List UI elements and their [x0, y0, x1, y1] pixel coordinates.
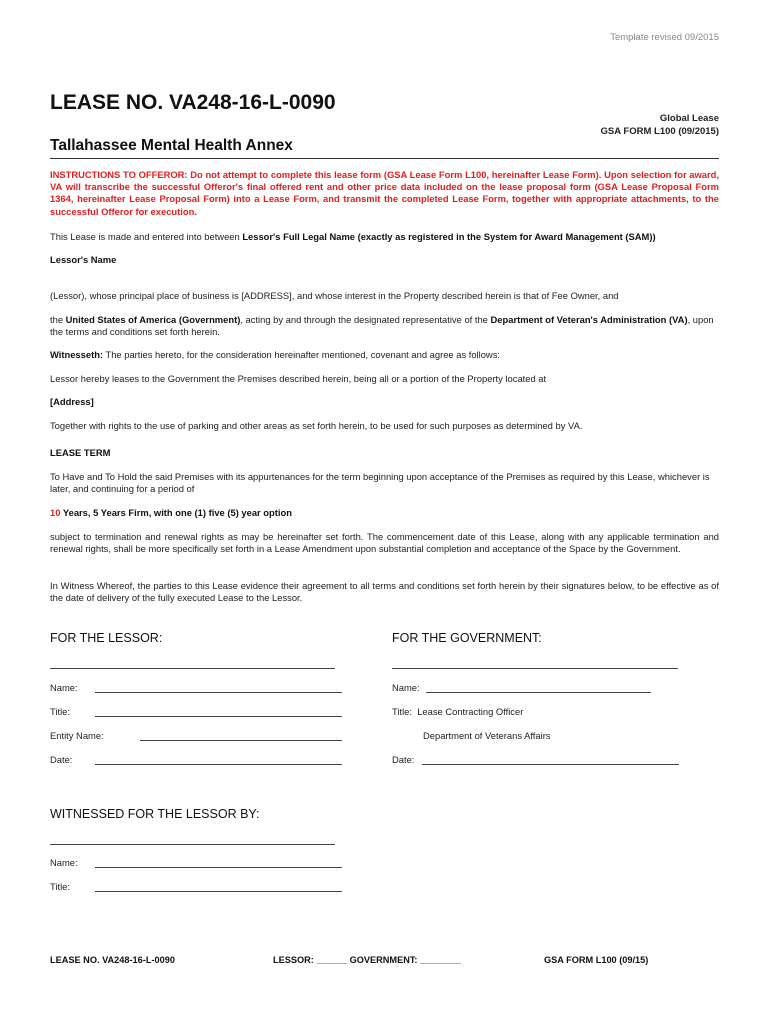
commencement-paragraph: subject to termination and renewal rights as may be hereinafter set forth. The commencement date of this Lease, along with any applicable termination and renewal rights, shall be more specifically set forth in a Lease Amendment upon substantial completion and acceptance of the Space by the Government.: [50, 531, 719, 555]
lessor-address-paragraph: (Lessor), whose principal place of business is [ADDRESS], and whose interest in the Property described herein is that of Fee Owner, and: [50, 290, 619, 301]
premises-paragraph: Lessor hereby leases to the Government the Premises described herein, being all or a portion of the Property located at: [50, 373, 547, 384]
lessor-legal-name-placeholder: Lessor's Full Legal Name (exactly as registered in the System for Award Management (SAM)): [242, 231, 656, 242]
witness-whereof-paragraph: In Witness Whereof, the parties to this Lease evidence their agreement to all terms and conditions set forth herein by their signatures below, to be effective as of the date of delivery of the fully executed Lease to the Lessor.: [50, 580, 719, 604]
witness-title-label: Title:: [50, 881, 70, 892]
instructions-to-offeror: INSTRUCTIONS TO OFFEROR: Do not attempt to complete this lease form (GSA Lease Form L100, hereinafter Lease Form). Upon selection for award, VA will transcribe the successful Offeror's final offered rent and other price data included on the lease proposal form (GSA Lease Proposal Form 1364, hereinafter Lease Proposal Form) into a Lease Form, and transmit the completed Lease Form, together with appropriate attachments, to the successful Offeror for execution.: [50, 169, 719, 217]
lessor-title-field[interactable]: [95, 716, 342, 717]
lessor-title-label: Title:: [50, 706, 70, 717]
parking-paragraph: Together with rights to the use of parking and other areas as set forth herein, to be used for such purposes as determined by VA.: [50, 420, 583, 431]
template-revised: Template revised 09/2015: [610, 32, 719, 43]
gsa-form-label: GSA FORM L100 (09/2015): [600, 126, 719, 137]
form-identifier: [601, 112, 719, 138]
witnesseth-paragraph: Witnesseth: The parties hereto, for the consideration hereinafter mentioned, covenant and agree as follows:: [50, 349, 500, 360]
government-name-label: Name:: [392, 682, 420, 693]
term-paragraph: To Have and To Hold the said Premises with its appurtenances for the term beginning upon acceptance of the Premises as required by this Lease, whichever is later, and continuing for a period of: [50, 471, 710, 495]
government-name-field[interactable]: [426, 692, 651, 693]
witness-name-field[interactable]: [95, 867, 342, 868]
address-placeholder: [Address]: [50, 396, 94, 407]
witness-heading: WITNESSED FOR THE LESSOR BY:: [50, 807, 260, 821]
lessors-name: Lessor's Name: [50, 254, 117, 265]
lessor-signature-heading: FOR THE LESSOR:: [50, 631, 163, 645]
footer-lease-number: LEASE NO. VA248-16-L-0090: [50, 955, 175, 965]
government-signature-heading: FOR THE GOVERNMENT:: [392, 631, 542, 645]
government-paragraph: the United States of America (Government), acting by and through the designated representative of the Department of Veteran's Administration (VA), upon the terms and conditions set forth herein.: [50, 314, 714, 338]
lease-number-title: LEASE NO. VA248-16-L-0090: [50, 91, 336, 114]
government-title-value: Lease Contracting Officer: [417, 706, 524, 717]
lease-term-heading: LEASE TERM: [50, 447, 111, 458]
government-signature-line[interactable]: [392, 668, 678, 669]
government-department: Department of Veterans Affairs: [423, 730, 551, 741]
footer-form-number: GSA FORM L100 (09/15): [544, 955, 649, 965]
footer-initials: LESSOR: ______ GOVERNMENT: ________: [273, 955, 461, 965]
government-date-label: Date:: [392, 754, 415, 765]
lessor-signature-line[interactable]: [50, 668, 335, 669]
lessor-name-field[interactable]: [95, 692, 342, 693]
witness-signature-line[interactable]: [50, 844, 335, 845]
lessor-name-label: Name:: [50, 682, 78, 693]
lessor-date-field[interactable]: [95, 764, 342, 765]
lessor-entity-name-field[interactable]: [140, 740, 342, 741]
lessor-date-label: Date:: [50, 754, 73, 765]
term-duration: 10 Years, 5 Years Firm, with one (1) five (5) year option: [50, 507, 292, 518]
government-date-field[interactable]: [422, 764, 679, 765]
witness-name-label: Name:: [50, 857, 78, 868]
lease-parties-paragraph: This Lease is made and entered into between Lessor's Full Legal Name (exactly as registered in the System for Award Management (SAM)): [50, 231, 656, 242]
witness-title-field[interactable]: [95, 891, 342, 892]
lessor-entity-name-label: Entity Name:: [50, 730, 104, 741]
government-title: Title: Lease Contracting Officer: [392, 706, 524, 717]
header-divider: [50, 158, 719, 159]
property-subtitle: Tallahassee Mental Health Annex: [50, 137, 293, 154]
global-lease-label: Global Lease: [659, 113, 719, 124]
